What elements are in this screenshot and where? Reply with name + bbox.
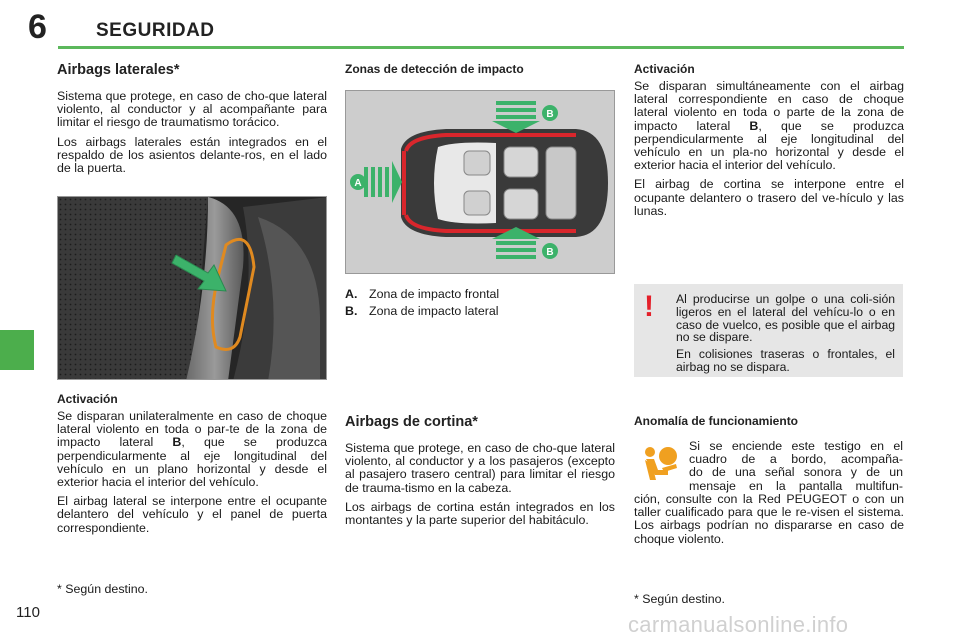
side-activation-paragraph [57,410,327,489]
legend-text: Zona de impacto lateral [369,304,499,318]
fault-line: cuadro de a bordo, acompaña- [689,452,903,467]
curtain-activation-title: Activación [634,62,695,76]
curtain-airbags-paragraph: Los airbags de cortina están integrados en los montantes y la parte superior del habitáculo. [345,499,615,528]
warning-paragraph: En colisiones traseras o frontales, el airbag no se dispara. [676,347,895,374]
side-airbags-paragraph: Sistema que protege, en caso de cho-que lateral violento, al conductor y al acompañante para limitar el riesgo de traumatismo torácico. [57,89,327,130]
curtain-activation-text: , que se produzca perpendicularmente al eje longitudinal del vehículo en un pla-no horizontal y desde el exterior hacia el interior del vehículo. [634,118,904,173]
curtain-airbags-title: Airbags de cortina* [345,414,478,430]
airbag-lamp-graphic [640,444,680,484]
legend-text: Zona de impacto frontal [369,287,500,301]
curtain-activation-paragraph [634,80,904,172]
col3-footnote: * Según destino. [634,592,725,606]
curtain-activation-paragraph: El airbag de cortina se interpone entre el ocupante delantero o trasero del ve-hículo y las lunas. [634,177,904,218]
fault-text-indented [689,440,903,493]
warning-box [634,284,903,377]
fault-line: mensaje en la pantalla multifun- [689,478,903,493]
col2-curtain [345,414,615,533]
impact-zones-diagram [345,90,615,274]
car-topview-graphic [346,91,615,274]
chapter-title: SEGURIDAD [96,20,215,41]
legend-key: A. [345,287,358,301]
side-activation-paragraph: El airbag lateral se interpone entre el ocupante delantero del vehículo y el panel de puerta correspondiente. [57,494,327,535]
legend-key: B. [345,304,358,318]
zone-b-label-top: B [546,109,554,120]
col1-intro [57,62,327,181]
zone-b-ref: B [749,118,759,133]
chapter-number: 6 [28,8,47,46]
side-airbags-paragraph: Los airbags laterales están integrados en el respaldo de los asientos delante-ros, en el lado de la puerta. [57,134,327,176]
zone-b-label-bottom: B [546,247,554,258]
side-airbags-title: Airbags laterales* [57,62,180,78]
page-number: 110 [16,604,40,621]
impact-zones-title: Zonas de detección de impacto [345,62,524,76]
curtain-airbags-paragraph: Sistema que protege, en caso de cho-que lateral violento, al conductor y a los pasajeros (excepto al pasajero trasero central) para limitar el riesgo de trauma-tismo en la cabeza. [345,441,615,495]
watermark: carmanualsonline.info [628,612,849,637]
warning-icon: ! [644,290,654,323]
airbag-warning-lamp-icon [640,444,680,484]
header-rule [58,46,904,49]
chapter-side-tab [0,330,34,370]
fault-line: do de una señal sonora y de un [689,465,903,480]
fault-line: Si se enciende este testigo en el [689,439,903,453]
zone-a-label: A [354,178,362,189]
fault-text-rest: ción, consulte con la Red PEUGEOT o con un taller cualificado para que le re-visen el sistema. Los airbags podrían no dispararse en caso de choque violento. [634,492,904,546]
legend-item-a [345,287,499,301]
legend-item-b [345,304,499,318]
col1-footnote: * Según destino. [57,582,148,596]
side-activation-text: , que se produzca perpendicularmente al eje longitudinal del vehículo en un plano horizontal y desde el exterior hacia el interior del vehículo. [57,435,327,490]
col3-activation [634,62,904,224]
seat-airbag-illustration [57,196,327,380]
zone-b-ref: B [172,435,182,450]
warning-paragraph: Al producirse un golpe o una coli-sión ligeros en el lateral del vehícu-lo o en caso de vuelco, es posible que el airbag no se dispare. [676,292,895,345]
seat-illustration-graphic [58,197,327,380]
col1-activation [57,392,327,541]
fault-title: Anomalía de funcionamiento [634,414,799,428]
curtain-activation-text: Se disparan simultáneamente con el airbag lateral correspondiente en caso de choque lateral violento en toda o parte de la zona de impacto lateral [634,79,904,133]
side-activation-text: Se disparan unilateralmente en caso de choque lateral violento en toda o par-te de la zona de impacto lateral [57,409,327,450]
side-activation-title: Activación [57,392,118,406]
